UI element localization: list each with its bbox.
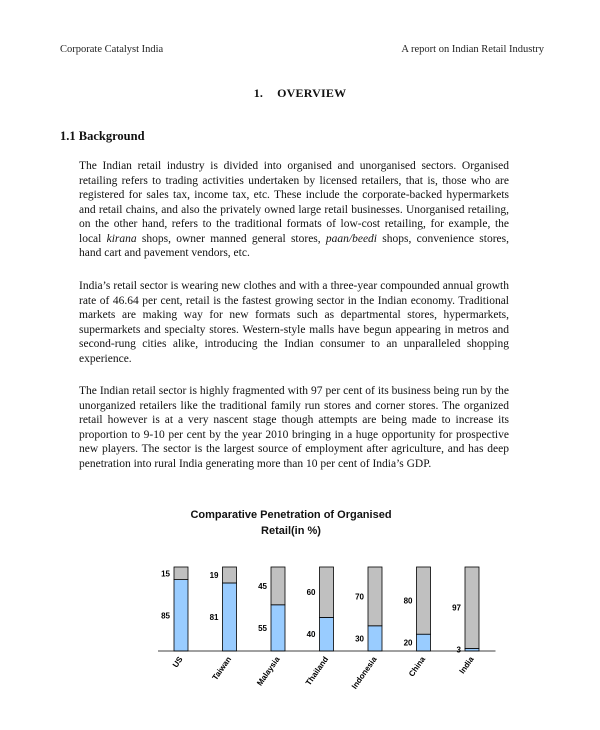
category-label-malaysia: Malaysia: [255, 654, 282, 688]
section-title: OVERVIEW: [277, 86, 347, 100]
paragraph-italic-term: paan/beedi: [325, 232, 378, 245]
category-label-thailand: Thailand: [303, 654, 331, 688]
category-label-taiwan: Taiwan: [210, 654, 234, 682]
bar-unorganised-us: [174, 567, 188, 580]
bar-unorganised-indonesia: [368, 567, 382, 626]
bar-organised-china: [417, 634, 431, 651]
paragraph-text: shops, owner manned general stores,: [136, 232, 326, 245]
paragraph-growth: India’s retail sector is wearing new clothes and with a three-year compounded annual growth rate of 46.64 per cent, retail is the fastest growing sector in the Indian economy. Traditional markets are making way for new formats such as departmental stores, hypermarkets, supermarkets and specialty stores. Western-style malls have begun appearing in metros and second-rung cities alike, introducing the Indian consumer to an unparalleled shopping experience.: [79, 280, 509, 365]
data-label-organised-malaysia: 55: [258, 623, 267, 633]
bar-unorganised-thailand: [320, 567, 334, 617]
data-label-unorganised-taiwan: 19: [209, 570, 219, 580]
data-label-unorganised-india: 97: [452, 603, 461, 613]
data-label-organised-taiwan: 81: [209, 612, 219, 622]
bar-unorganised-india: [465, 567, 479, 648]
chart-title-line-1: Comparative Penetration of Organised: [190, 509, 392, 521]
data-label-unorganised-us: 15: [161, 569, 170, 579]
bar-organised-malaysia: [271, 605, 285, 651]
bar-organised-us: [174, 580, 188, 651]
paragraph-text: The Indian retail industry is divided into organised and unorganised sectors. Organised retailing refers to trading activities undertaken by licensed retailers, that is, those who are registered for sales tax, income tax, etc. These include the corporate-backed hypermarkets and retail chains, and also the privately owned large retail businesses. Unorganised retailing, on the other hand, refers to the traditional formats of low-cost retailing, for example, the local: [79, 160, 509, 245]
chart-title-line-2: Retail(in %): [261, 525, 321, 537]
data-label-organised-india: 3: [456, 645, 461, 655]
chart-title: [150, 507, 432, 539]
section-number: 1.: [253, 86, 264, 100]
data-label-unorganised-malaysia: 45: [258, 581, 267, 591]
paragraph-fragmentation: The Indian retail sector is highly fragmented with 97 per cent of its business being run by the unorganized retailers like the traditional family run stores and corner stores. The organized retail however is at a very nascent stage though attempts are being made to increase its proportion to 9-10 per cent by the year 2010 bringing in a huge opportunity for prospective new players. The sector is the largest source of employment after agriculture, and has deep penetration into rural India generating more than 10 per cent of India’s GDP.: [79, 385, 509, 470]
category-label-india: India: [457, 654, 476, 676]
data-label-organised-thailand: 40: [306, 630, 316, 640]
bar-organised-indonesia: [368, 626, 382, 651]
category-label-china: China: [407, 654, 428, 679]
category-label-indonesia: Indonesia: [349, 654, 379, 691]
paragraph-text: shops, convenience stores, hand cart and pavement vendors, etc.: [79, 232, 510, 259]
paragraph-organised-retail: [79, 159, 509, 261]
running-header-right: A report on Indian Retail Industry: [401, 44, 544, 55]
data-label-unorganised-china: 80: [403, 596, 413, 606]
running-header-left: Corporate Catalyst India: [60, 44, 164, 55]
bar-organised-taiwan: [223, 583, 237, 651]
bar-unorganised-malaysia: [271, 567, 285, 605]
data-label-unorganised-thailand: 60: [306, 588, 316, 598]
data-label-unorganised-indonesia: 70: [355, 592, 364, 602]
bar-organised-thailand: [320, 617, 334, 651]
data-label-organised-china: 20: [403, 638, 413, 648]
penetration-bar-chart: [150, 555, 476, 715]
paragraph-italic-term: kirana: [106, 232, 137, 245]
data-label-organised-indonesia: 30: [355, 634, 364, 644]
bar-unorganised-taiwan: [223, 567, 237, 583]
data-label-organised-us: 85: [161, 611, 170, 621]
category-label-us: US: [170, 654, 185, 670]
subsection-heading: 1.1 Background: [60, 129, 145, 143]
bar-unorganised-china: [417, 567, 431, 634]
section-heading: [0, 86, 600, 101]
